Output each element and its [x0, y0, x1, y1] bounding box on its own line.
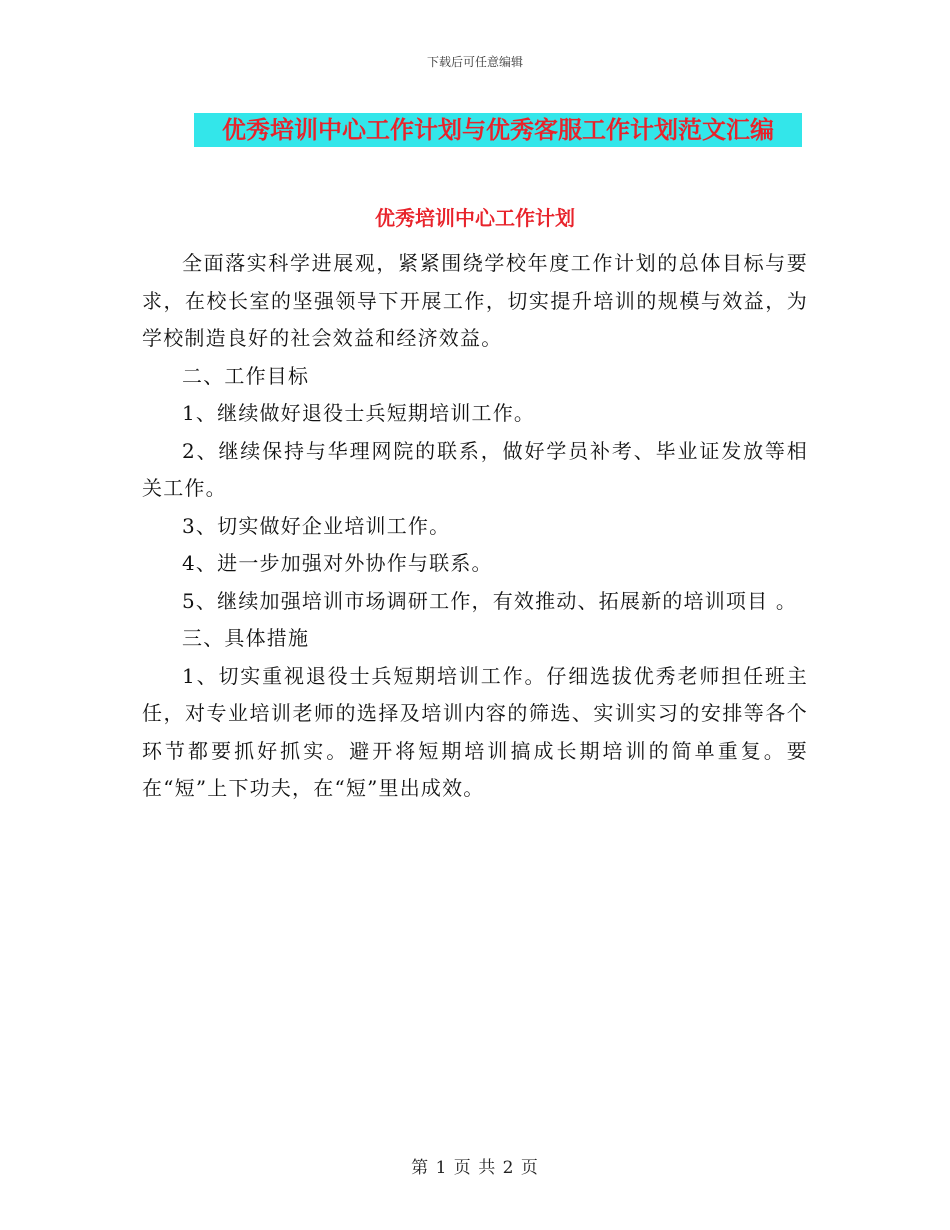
document-body [142, 245, 808, 808]
header-note: 下载后可任意编辑 [426, 55, 523, 69]
heading-work-goals: 二、工作目标 [182, 363, 310, 388]
main-title: 优秀培训中心工作计划与优秀客服工作计划范文汇编 [194, 113, 802, 147]
measure-item-1: 1、切实重视退役士兵短期培训工作。仔细选拔优秀老师担任班主任，对专业培训老师的选择及培训内容的筛选、实训实习的安排等各个环节都要抓好抓实。避开将短期培训搞成长期培训的简单重复。要在“短”上下功夫，在“短”里出成效。 [142, 663, 808, 800]
section-title: 优秀培训中心工作计划 [375, 206, 575, 230]
goal-item-5: 5、继续加强培训市场调研工作，有效推动、拓展新的培训项目 。 [182, 588, 798, 613]
goal-item-1: 1、继续做好退役士兵短期培训工作。 [182, 401, 536, 425]
goal-item-3: 3、切实做好企业培训工作。 [182, 513, 451, 538]
paragraph-intro: 全面落实科学进展观，紧紧围绕学校年度工作计划的总体目标与要求，在校长室的坚强领导下开展工作，切实提升培训的规模与效益，为学校制造良好的社会效益和经济效益。 [142, 251, 808, 350]
heading-measures: 三、具体措施 [182, 626, 310, 650]
page-footer: 第 1 页 共 2 页 [411, 1158, 539, 1178]
goal-item-2: 2、继续保持与华理网院的联系，做好学员补考、毕业证发放等相关工作。 [142, 438, 808, 500]
goal-item-4: 4、进一步加强对外协作与联系。 [182, 551, 493, 575]
